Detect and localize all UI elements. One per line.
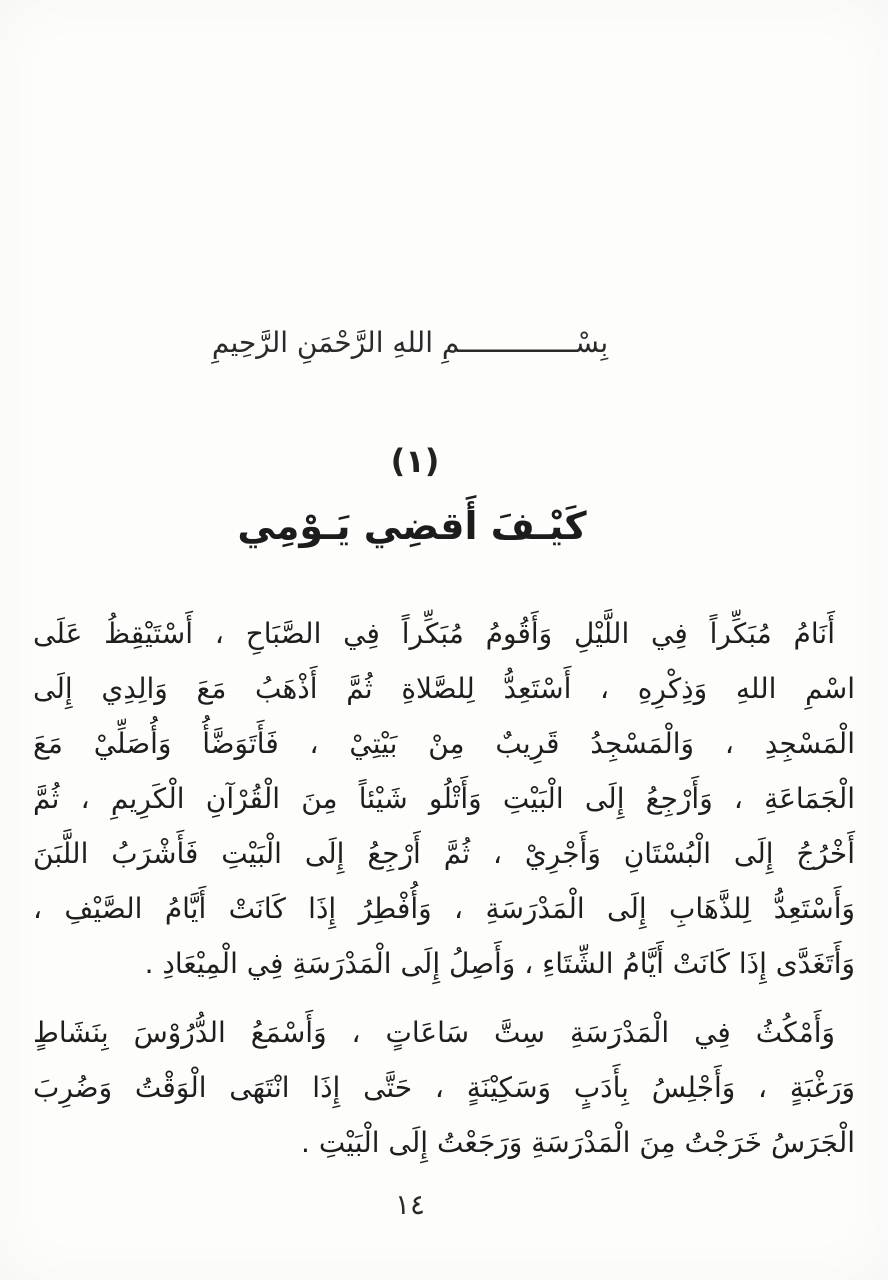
text-line: الْجَرَسُ خَرَجْتُ مِنَ الْمَدْرَسَةِ وَرَجَعْتُ إِلَى الْبَيْتِ . [301, 1126, 855, 1159]
text-line: أَنَامُ مُبَكِّراً فِي اللَّيْلِ وَأَقُومُ مُبَكِّراً فِي الصَّبَاحِ ، أَسْتَيْقِظُ عَلَى [33, 617, 835, 650]
body-text [33, 606, 855, 1170]
lesson-number: (١) [390, 442, 440, 480]
text-line: أَخْرُجُ إِلَى الْبُسْتَانِ وَأَجْرِيْ ، ثُمَّ أَرْجِعُ إِلَى الْبَيْتِ فَأَشْرَبُ اللَّبَنَ [33, 837, 855, 870]
page-number: ١٤ [394, 1188, 426, 1221]
text-line: وَرَغْبَةٍ ، وَأَجْلِسُ بِأَدَبٍ وَسَكِيْنَةٍ ، حَتَّى إِذَا انْتَهَى الْوَقْتُ وَضُرِبَ [33, 1071, 855, 1104]
text-line: وَأَمْكُثُ فِي الْمَدْرَسَةِ سِتَّ سَاعَاتٍ ، وَأَسْمَعُ الدُّرُوْسَ بِنَشَاطٍ [33, 1016, 835, 1049]
basmala-calligraphy: بِسْــــــــــــــمِ اللهِ الرَّحْمَنِ الرَّحِيمِ [211, 326, 609, 359]
lesson-title: كَيْـفَ أَقضِي يَـوْمِي [237, 504, 587, 548]
text-line: الْجَمَاعَةِ ، وَأَرْجِعُ إِلَى الْبَيْتِ وَأَتْلُو شَيْئاً مِنَ الْقُرْآنِ الْكَرِيمِ ، ثُمَّ [33, 782, 855, 815]
text-line: اسْمِ اللهِ وَذِكْرِهِ ، أَسْتَعِدُّ لِلصَّلاةِ ثُمَّ أَذْهَبُ مَعَ وَالِدِي إِلَى [33, 672, 855, 705]
text-line: وَأَتَغَدَّى إِذَا كَانَتْ أَيَّامُ الشِّتَاءِ ، وَأَصِلُ إِلَى الْمَدْرَسَةِ فِي الْمِيْعَادِ . [144, 947, 855, 980]
paragraph [33, 606, 855, 991]
text-line: الْمَسْجِدِ ، وَالْمَسْجِدُ قَرِيبٌ مِنْ بَيْتِيْ ، فَأَتَوَضَّأُ وَأُصَلِّيْ مَعَ [33, 727, 855, 760]
text-line: وَأَسْتَعِدُّ لِلذَّهَابِ إِلَى الْمَدْرَسَةِ ، وَأُفْطِرُ إِذَا كَانَتْ أَيَّامُ الصَّيْفِ ، [33, 892, 855, 925]
paragraph [33, 1005, 855, 1170]
